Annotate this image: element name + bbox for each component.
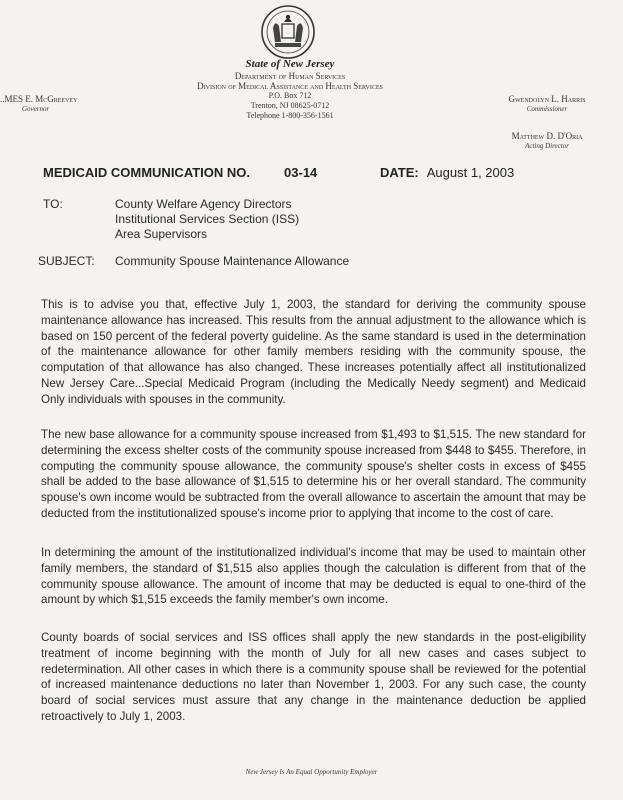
commissioner-name: Gwendolyn L. Harris — [508, 94, 586, 104]
body-paragraph: County boards of social services and ISS offices shall apply the new standards in the post-eligibility treatment of income beginning with the month of July for all new cases and cases subject to redetermination. All other cases in which there is a community spouse shall be reviewed for the potential of increased maintenance deductions no later than November 1, 2003. For any such case, the county board of social services must assure that any change in the maintenance deduction be applied retroactively to July 1, 2003. — [41, 631, 586, 723]
recipients-list — [115, 197, 299, 242]
recipient-line: Area Supervisors — [115, 227, 208, 241]
commissioner-title: Commissioner — [526, 105, 568, 113]
letterhead — [170, 57, 410, 121]
body-paragraph: This is to advise you that, effective July 1, 2003, the standard for deriving the community spouse maintenance allowance has increased. This results from the annual adjustment to the allowance which is based on 150 percent of the federal poverty guideline. As the same standard is used in the determination of the maintenance allowance for other family members residing with the community spouse, the computation of that allowance has also changed. These increases potentially affect all institutionalized New Jersey Care...Special Medicaid Program (including the Medically Needy segment) and Medicaid Only individuals with spouses in the community. — [41, 298, 586, 406]
body-paragraph: The new base allowance for a community spouse increased from $1,493 to $1,515. The new standard for determining the excess shelter costs of the community spouse increased from $448 to $455. Therefore, in computing the community spouse allowance, the community spouse's shelter costs in excess of $455 shall be added to the base allowance of $1,515 to determine his or her overall standard. The community spouse's own income would be subtracted from the overall allowance to ascertain the amount that may be deducted from the institutionalized spouse's income prior to applying that income to the cost of care. — [41, 428, 586, 520]
subject-text: Community Spouse Maintenance Allowance — [115, 254, 350, 268]
communication-number-line — [43, 165, 317, 180]
body-paragraph: In determining the amount of the institutionalized individual's income that may be used to maintain other family members, the standard of $1,515 also applies though the calculation is different from that of the community spouse allowance. The amount of income that may be deducted is equal to one-third of the amount by which $1,515 exceeds the family member's own income. — [41, 546, 586, 607]
date-line — [380, 165, 514, 180]
recipient-line: Institutional Services Section (ISS) — [115, 212, 300, 226]
director-name: Matthew D. D'Oria — [511, 131, 583, 141]
communication-label: MEDICAID COMMUNICATION NO. — [43, 165, 251, 180]
governor-block — [0, 94, 120, 114]
governor-title: Governor — [22, 105, 50, 113]
date-label: DATE: — [380, 165, 419, 180]
director-block — [482, 131, 612, 151]
to-label: TO: — [43, 197, 63, 211]
director-title: Acting Director — [525, 142, 569, 150]
communication-number: 03-14 — [284, 165, 318, 180]
date-value: August 1, 2003 — [426, 165, 515, 180]
governor-name: ..MES E. McGreevey — [0, 94, 78, 104]
telephone: Telephone 1-800-356-1561 — [246, 111, 334, 120]
department-name: Department of Human Services — [234, 71, 346, 81]
division-name: Division of Medical Assistance and Health Services — [197, 81, 383, 91]
commissioner-block — [482, 94, 612, 114]
subject-label: SUBJECT: — [38, 254, 95, 268]
po-box: P.O. Box 712 — [268, 91, 312, 100]
city-address: Trenton, NJ 08625-0712 — [250, 101, 330, 110]
state-name: State of New Jersey — [245, 58, 335, 70]
state-seal-icon — [260, 4, 316, 60]
recipient-line: County Welfare Agency Directors — [115, 197, 292, 211]
footer-text: New Jersey Is An Equal Opportunity Employer — [245, 768, 378, 776]
